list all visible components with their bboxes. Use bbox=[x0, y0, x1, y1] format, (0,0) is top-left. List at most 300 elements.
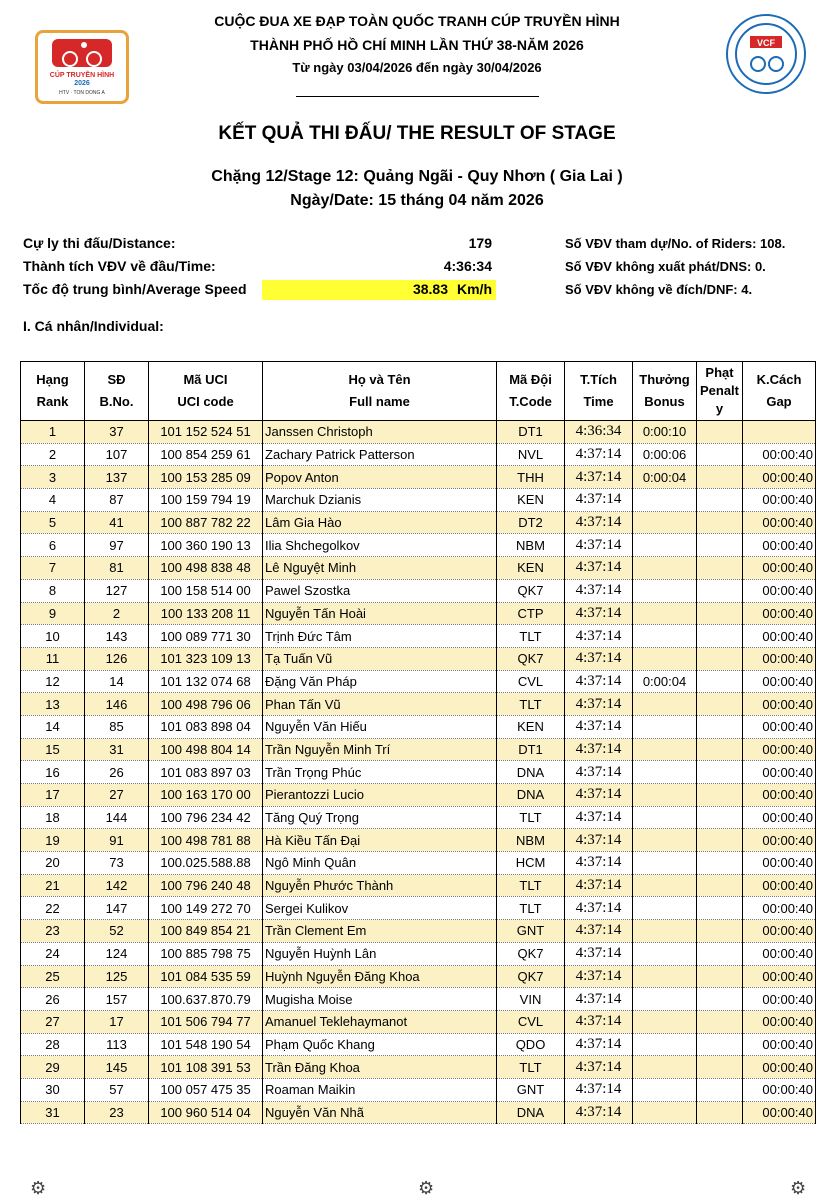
distance-value: 179 bbox=[468, 235, 492, 251]
uci-cell: 101 083 898 04 bbox=[149, 715, 263, 738]
name-cell: Nguyễn Văn Nhã bbox=[263, 1101, 497, 1124]
table-row bbox=[21, 625, 816, 648]
name-cell: Trần Nguyễn Minh Trí bbox=[263, 738, 497, 761]
gap-cell: 00:00:40 bbox=[743, 466, 816, 489]
time-cell: 4:37:14 bbox=[565, 1101, 633, 1124]
team-cell: CVL bbox=[497, 670, 565, 693]
time-cell: 4:37:14 bbox=[565, 852, 633, 875]
gap-cell: 00:00:40 bbox=[743, 874, 816, 897]
table-row bbox=[21, 421, 816, 444]
uci-cell: 100 796 234 42 bbox=[149, 806, 263, 829]
time-cell: 4:37:14 bbox=[565, 534, 633, 557]
uci-cell: 101 323 109 13 bbox=[149, 647, 263, 670]
name-cell: Trần Trọng Phúc bbox=[263, 761, 497, 784]
name-cell: Phạm Quốc Khang bbox=[263, 1033, 497, 1056]
team-cell: CVL bbox=[497, 1010, 565, 1033]
name-cell: Đặng Văn Pháp bbox=[263, 670, 497, 693]
event-subtitle: THÀNH PHỐ HỒ CHÍ MINH LẦN THỨ 38-NĂM 2026 bbox=[250, 37, 584, 53]
gap-cell: 00:00:40 bbox=[743, 1033, 816, 1056]
gap-cell: 00:00:40 bbox=[743, 784, 816, 807]
logo-left-sponsor: HTV · TON DONG A bbox=[59, 90, 105, 96]
penalty-cell bbox=[697, 670, 743, 693]
time-cell: 4:37:14 bbox=[565, 897, 633, 920]
dns-count: Số VĐV không xuất phát/DNS: 0. bbox=[565, 259, 766, 274]
time-cell: 4:37:14 bbox=[565, 920, 633, 943]
gap-cell: 00:00:40 bbox=[743, 693, 816, 716]
bonus-cell bbox=[633, 1101, 697, 1124]
team-cell: CTP bbox=[497, 602, 565, 625]
bonus-cell bbox=[633, 784, 697, 807]
penalty-cell bbox=[697, 806, 743, 829]
bib-cell: 73 bbox=[85, 852, 149, 875]
rank-cell: 29 bbox=[21, 1056, 85, 1079]
team-cell: DNA bbox=[497, 784, 565, 807]
uci-cell: 101 152 524 51 bbox=[149, 421, 263, 444]
time-cell: 4:37:14 bbox=[565, 988, 633, 1011]
bonus-cell bbox=[633, 852, 697, 875]
team-cell: QK7 bbox=[497, 965, 565, 988]
name-cell: Trần Clement Em bbox=[263, 920, 497, 943]
bib-cell: 87 bbox=[85, 489, 149, 512]
gap-cell: 00:00:40 bbox=[743, 1078, 816, 1101]
bib-cell: 17 bbox=[85, 1010, 149, 1033]
col-bib: SĐ B.No. bbox=[85, 362, 149, 421]
table-row bbox=[21, 988, 816, 1011]
time-cell: 4:37:14 bbox=[565, 693, 633, 716]
event-dates: Từ ngày 03/04/2026 đến ngày 30/04/2026 bbox=[292, 60, 542, 75]
time-cell: 4:37:14 bbox=[565, 1056, 633, 1079]
bib-cell: 26 bbox=[85, 761, 149, 784]
name-cell: Huỳnh Nguyễn Đăng Khoa bbox=[263, 965, 497, 988]
time-cell: 4:36:34 bbox=[565, 421, 633, 444]
rank-cell: 12 bbox=[21, 670, 85, 693]
bib-cell: 14 bbox=[85, 670, 149, 693]
bonus-cell: 0:00:04 bbox=[633, 670, 697, 693]
team-cell: KEN bbox=[497, 715, 565, 738]
bib-cell: 137 bbox=[85, 466, 149, 489]
col-name: Họ và Tên Full name bbox=[263, 362, 497, 421]
dnf-count: Số VĐV không về đích/DNF: 4. bbox=[565, 282, 753, 297]
gap-cell: 00:00:40 bbox=[743, 534, 816, 557]
name-cell: Lâm Gia Hào bbox=[263, 511, 497, 534]
rank-cell: 4 bbox=[21, 489, 85, 512]
table-row bbox=[21, 942, 816, 965]
stage-date: Ngày/Date: 15 tháng 04 năm 2026 bbox=[290, 192, 544, 209]
bonus-cell bbox=[633, 897, 697, 920]
team-cell: TLT bbox=[497, 1056, 565, 1079]
uci-cell: 100 163 170 00 bbox=[149, 784, 263, 807]
gap-cell: 00:00:40 bbox=[743, 489, 816, 512]
penalty-cell bbox=[697, 693, 743, 716]
table-row bbox=[21, 874, 816, 897]
team-cell: KEN bbox=[497, 489, 565, 512]
time-cell: 4:37:14 bbox=[565, 1078, 633, 1101]
penalty-cell bbox=[697, 942, 743, 965]
bib-cell: 126 bbox=[85, 647, 149, 670]
table-row bbox=[21, 511, 816, 534]
team-cell: KEN bbox=[497, 557, 565, 580]
bonus-cell bbox=[633, 874, 697, 897]
table-row bbox=[21, 489, 816, 512]
table-row bbox=[21, 784, 816, 807]
name-cell: Phan Tấn Vũ bbox=[263, 693, 497, 716]
uci-cell: 101 084 535 59 bbox=[149, 965, 263, 988]
table-row bbox=[21, 897, 816, 920]
uci-cell: 100 796 240 48 bbox=[149, 874, 263, 897]
gap-cell: 00:00:40 bbox=[743, 647, 816, 670]
bib-cell: 146 bbox=[85, 693, 149, 716]
uci-cell: 100 887 782 22 bbox=[149, 511, 263, 534]
bonus-cell bbox=[633, 489, 697, 512]
speed-label: Tốc độ trung bình/Average Speed bbox=[23, 281, 247, 297]
rank-cell: 30 bbox=[21, 1078, 85, 1101]
name-cell: Pawel Szostka bbox=[263, 579, 497, 602]
time-cell: 4:37:14 bbox=[565, 715, 633, 738]
rank-cell: 7 bbox=[21, 557, 85, 580]
bonus-cell bbox=[633, 1056, 697, 1079]
table-row bbox=[21, 715, 816, 738]
bonus-cell bbox=[633, 693, 697, 716]
bib-cell: 127 bbox=[85, 579, 149, 602]
time-cell: 4:37:14 bbox=[565, 965, 633, 988]
gap-cell: 00:00:40 bbox=[743, 602, 816, 625]
table-row bbox=[21, 466, 816, 489]
team-cell: TLT bbox=[497, 874, 565, 897]
bib-cell: 85 bbox=[85, 715, 149, 738]
col-gap: K.Cách Gap bbox=[743, 362, 816, 421]
uci-cell: 101 506 794 77 bbox=[149, 1010, 263, 1033]
logo-right-text: VCF bbox=[757, 38, 775, 48]
bib-cell: 107 bbox=[85, 443, 149, 466]
bib-cell: 2 bbox=[85, 602, 149, 625]
bonus-cell bbox=[633, 1033, 697, 1056]
penalty-cell bbox=[697, 784, 743, 807]
uci-cell: 101 548 190 54 bbox=[149, 1033, 263, 1056]
penalty-cell bbox=[697, 715, 743, 738]
team-cell: DNA bbox=[497, 761, 565, 784]
uci-cell: 101 132 074 68 bbox=[149, 670, 263, 693]
gap-cell: 00:00:40 bbox=[743, 942, 816, 965]
penalty-cell bbox=[697, 897, 743, 920]
rank-cell: 24 bbox=[21, 942, 85, 965]
uci-cell: 100 849 854 21 bbox=[149, 920, 263, 943]
gap-cell bbox=[743, 421, 816, 444]
team-cell: GNT bbox=[497, 920, 565, 943]
team-cell: TLT bbox=[497, 897, 565, 920]
time-cell: 4:37:14 bbox=[565, 557, 633, 580]
event-title: CUỘC ĐUA XE ĐẠP TOÀN QUỐC TRANH CÚP TRUYỀN HÌNH bbox=[214, 13, 620, 29]
footer-cyclist-icon: ⚙ bbox=[30, 1178, 47, 1198]
name-cell: Lê Nguyệt Minh bbox=[263, 557, 497, 580]
bonus-cell: 0:00:10 bbox=[633, 421, 697, 444]
rank-cell: 2 bbox=[21, 443, 85, 466]
name-cell: Tạ Tuấn Vũ bbox=[263, 647, 497, 670]
name-cell: Mugisha Moise bbox=[263, 988, 497, 1011]
rank-cell: 26 bbox=[21, 988, 85, 1011]
uci-cell: 101 108 391 53 bbox=[149, 1056, 263, 1079]
rank-cell: 6 bbox=[21, 534, 85, 557]
name-cell: Tăng Quý Trọng bbox=[263, 806, 497, 829]
bib-cell: 31 bbox=[85, 738, 149, 761]
gap-cell: 00:00:40 bbox=[743, 443, 816, 466]
gap-cell: 00:00:40 bbox=[743, 557, 816, 580]
results-table bbox=[20, 361, 816, 1124]
bib-cell: 97 bbox=[85, 534, 149, 557]
rank-cell: 18 bbox=[21, 806, 85, 829]
penalty-cell bbox=[697, 852, 743, 875]
uci-cell: 100.637.870.79 bbox=[149, 988, 263, 1011]
col-uci: Mã UCI UCI code bbox=[149, 362, 263, 421]
time-cell: 4:37:14 bbox=[565, 602, 633, 625]
time-value: 4:36:34 bbox=[443, 258, 492, 274]
time-cell: 4:37:14 bbox=[565, 670, 633, 693]
rank-cell: 8 bbox=[21, 579, 85, 602]
penalty-cell bbox=[697, 421, 743, 444]
header-divider bbox=[296, 96, 539, 97]
name-cell: Marchuk Dzianis bbox=[263, 489, 497, 512]
bonus-cell bbox=[633, 988, 697, 1011]
gap-cell: 00:00:40 bbox=[743, 829, 816, 852]
team-cell: QK7 bbox=[497, 579, 565, 602]
col-time: T.Tích Time bbox=[565, 362, 633, 421]
uci-cell: 100 089 771 30 bbox=[149, 625, 263, 648]
gap-cell: 00:00:40 bbox=[743, 715, 816, 738]
bib-cell: 145 bbox=[85, 1056, 149, 1079]
rank-cell: 1 bbox=[21, 421, 85, 444]
penalty-cell bbox=[697, 988, 743, 1011]
bonus-cell bbox=[633, 625, 697, 648]
bonus-cell bbox=[633, 647, 697, 670]
bib-cell: 157 bbox=[85, 988, 149, 1011]
uci-cell: 100 854 259 61 bbox=[149, 443, 263, 466]
penalty-cell bbox=[697, 1056, 743, 1079]
col-penalty: Phạt Penalt y bbox=[697, 362, 743, 421]
team-cell: GNT bbox=[497, 1078, 565, 1101]
stage-title: Chặng 12/Stage 12: Quảng Ngãi - Quy Nhơn ( Gia Lai ) bbox=[211, 168, 623, 185]
team-cell: QK7 bbox=[497, 942, 565, 965]
team-cell: DT1 bbox=[497, 421, 565, 444]
bonus-cell bbox=[633, 738, 697, 761]
team-cell: DNA bbox=[497, 1101, 565, 1124]
col-team: Mã Đội T.Code bbox=[497, 362, 565, 421]
uci-cell: 100 057 475 35 bbox=[149, 1078, 263, 1101]
time-cell: 4:37:14 bbox=[565, 829, 633, 852]
uci-cell: 100 153 285 09 bbox=[149, 466, 263, 489]
name-cell: Hà Kiều Tấn Đại bbox=[263, 829, 497, 852]
table-row bbox=[21, 534, 816, 557]
time-label: Thành tích VĐV về đầu/Time: bbox=[23, 258, 216, 274]
gap-cell: 00:00:40 bbox=[743, 1101, 816, 1124]
name-cell: Roaman Maikin bbox=[263, 1078, 497, 1101]
name-cell: Nguyễn Tấn Hoài bbox=[263, 602, 497, 625]
rank-cell: 10 bbox=[21, 625, 85, 648]
penalty-cell bbox=[697, 602, 743, 625]
bonus-cell bbox=[633, 806, 697, 829]
rank-cell: 31 bbox=[21, 1101, 85, 1124]
rank-cell: 9 bbox=[21, 602, 85, 625]
bib-cell: 113 bbox=[85, 1033, 149, 1056]
table-row bbox=[21, 647, 816, 670]
name-cell: Trịnh Đức Tâm bbox=[263, 625, 497, 648]
rank-cell: 23 bbox=[21, 920, 85, 943]
table-row bbox=[21, 1078, 816, 1101]
time-cell: 4:37:14 bbox=[565, 874, 633, 897]
gap-cell: 00:00:40 bbox=[743, 1010, 816, 1033]
bib-cell: 91 bbox=[85, 829, 149, 852]
team-cell: DT1 bbox=[497, 738, 565, 761]
table-row bbox=[21, 443, 816, 466]
team-cell: DT2 bbox=[497, 511, 565, 534]
time-cell: 4:37:14 bbox=[565, 466, 633, 489]
penalty-cell bbox=[697, 965, 743, 988]
bib-cell: 142 bbox=[85, 874, 149, 897]
bib-cell: 81 bbox=[85, 557, 149, 580]
bonus-cell bbox=[633, 1078, 697, 1101]
team-cell: NBM bbox=[497, 829, 565, 852]
uci-cell: 100 498 838 48 bbox=[149, 557, 263, 580]
penalty-cell bbox=[697, 829, 743, 852]
bonus-cell bbox=[633, 920, 697, 943]
table-row bbox=[21, 1033, 816, 1056]
uci-cell: 100 133 208 11 bbox=[149, 602, 263, 625]
table-row bbox=[21, 602, 816, 625]
team-cell: NBM bbox=[497, 534, 565, 557]
time-cell: 4:37:14 bbox=[565, 489, 633, 512]
team-cell: TLT bbox=[497, 693, 565, 716]
riders-count: Số VĐV tham dự/No. of Riders: 108. bbox=[565, 236, 786, 251]
time-cell: 4:37:14 bbox=[565, 647, 633, 670]
rank-cell: 3 bbox=[21, 466, 85, 489]
rank-cell: 15 bbox=[21, 738, 85, 761]
bonus-cell bbox=[633, 557, 697, 580]
gap-cell: 00:00:40 bbox=[743, 806, 816, 829]
gap-cell: 00:00:40 bbox=[743, 738, 816, 761]
table-row bbox=[21, 670, 816, 693]
gap-cell: 00:00:40 bbox=[743, 761, 816, 784]
gap-cell: 00:00:40 bbox=[743, 511, 816, 534]
bonus-cell: 0:00:04 bbox=[633, 466, 697, 489]
name-cell: Popov Anton bbox=[263, 466, 497, 489]
table-row bbox=[21, 738, 816, 761]
uci-cell: 100.025.588.88 bbox=[149, 852, 263, 875]
rank-cell: 11 bbox=[21, 647, 85, 670]
logo-left-year: 2026 bbox=[74, 80, 90, 87]
uci-cell: 100 498 781 88 bbox=[149, 829, 263, 852]
distance-label: Cự ly thi đấu/Distance: bbox=[23, 235, 176, 251]
rank-cell: 14 bbox=[21, 715, 85, 738]
team-cell: QK7 bbox=[497, 647, 565, 670]
name-cell: Nguyễn Phước Thành bbox=[263, 874, 497, 897]
name-cell: Ngô Minh Quân bbox=[263, 852, 497, 875]
col-bonus: Thưởng Bonus bbox=[633, 362, 697, 421]
uci-cell: 100 149 272 70 bbox=[149, 897, 263, 920]
bib-cell: 57 bbox=[85, 1078, 149, 1101]
name-cell: Zachary Patrick Patterson bbox=[263, 443, 497, 466]
speed-value: 38.83 bbox=[412, 281, 448, 297]
table-row bbox=[21, 1056, 816, 1079]
bonus-cell bbox=[633, 715, 697, 738]
rank-cell: 19 bbox=[21, 829, 85, 852]
uci-cell: 100 159 794 19 bbox=[149, 489, 263, 512]
speed-unit: Km/h bbox=[457, 281, 492, 297]
penalty-cell bbox=[697, 1078, 743, 1101]
penalty-cell bbox=[697, 647, 743, 670]
bib-cell: 37 bbox=[85, 421, 149, 444]
table-row bbox=[21, 920, 816, 943]
penalty-cell bbox=[697, 534, 743, 557]
rank-cell: 25 bbox=[21, 965, 85, 988]
uci-cell: 100 158 514 00 bbox=[149, 579, 263, 602]
bib-cell: 147 bbox=[85, 897, 149, 920]
uci-cell: 100 360 190 13 bbox=[149, 534, 263, 557]
table-row bbox=[21, 806, 816, 829]
team-cell: THH bbox=[497, 466, 565, 489]
rank-cell: 13 bbox=[21, 693, 85, 716]
gap-cell: 00:00:40 bbox=[743, 1056, 816, 1079]
penalty-cell bbox=[697, 557, 743, 580]
table-row bbox=[21, 761, 816, 784]
gap-cell: 00:00:40 bbox=[743, 852, 816, 875]
name-cell: Nguyễn Huỳnh Lân bbox=[263, 942, 497, 965]
table-row bbox=[21, 852, 816, 875]
table-row bbox=[21, 1101, 816, 1124]
penalty-cell bbox=[697, 920, 743, 943]
rank-cell: 16 bbox=[21, 761, 85, 784]
bib-cell: 125 bbox=[85, 965, 149, 988]
team-cell: HCM bbox=[497, 852, 565, 875]
name-cell: Janssen Christoph bbox=[263, 421, 497, 444]
time-cell: 4:37:14 bbox=[565, 942, 633, 965]
penalty-cell bbox=[697, 443, 743, 466]
table-row bbox=[21, 557, 816, 580]
time-cell: 4:37:14 bbox=[565, 1010, 633, 1033]
penalty-cell bbox=[697, 489, 743, 512]
penalty-cell bbox=[697, 579, 743, 602]
bonus-cell bbox=[633, 579, 697, 602]
name-cell: Sergei Kulikov bbox=[263, 897, 497, 920]
table-row bbox=[21, 579, 816, 602]
rank-cell: 21 bbox=[21, 874, 85, 897]
bonus-cell: 0:00:06 bbox=[633, 443, 697, 466]
bib-cell: 52 bbox=[85, 920, 149, 943]
penalty-cell bbox=[697, 1010, 743, 1033]
time-cell: 4:37:14 bbox=[565, 784, 633, 807]
name-cell: Amanuel Teklehaymanot bbox=[263, 1010, 497, 1033]
bib-cell: 41 bbox=[85, 511, 149, 534]
penalty-cell bbox=[697, 874, 743, 897]
penalty-cell bbox=[697, 511, 743, 534]
bib-cell: 124 bbox=[85, 942, 149, 965]
name-cell: Nguyễn Văn Hiếu bbox=[263, 715, 497, 738]
rank-cell: 28 bbox=[21, 1033, 85, 1056]
penalty-cell bbox=[697, 761, 743, 784]
penalty-cell bbox=[697, 738, 743, 761]
bonus-cell bbox=[633, 965, 697, 988]
footer-cyclist-icon: ⚙ bbox=[790, 1178, 807, 1198]
gap-cell: 00:00:40 bbox=[743, 965, 816, 988]
team-cell: VIN bbox=[497, 988, 565, 1011]
rank-cell: 27 bbox=[21, 1010, 85, 1033]
gap-cell: 00:00:40 bbox=[743, 988, 816, 1011]
name-cell: Pierantozzi Lucio bbox=[263, 784, 497, 807]
time-cell: 4:37:14 bbox=[565, 579, 633, 602]
time-cell: 4:37:14 bbox=[565, 1033, 633, 1056]
name-cell: Ilia Shchegolkov bbox=[263, 534, 497, 557]
table-row bbox=[21, 965, 816, 988]
gap-cell: 00:00:40 bbox=[743, 625, 816, 648]
time-cell: 4:37:14 bbox=[565, 806, 633, 829]
penalty-cell bbox=[697, 1101, 743, 1124]
